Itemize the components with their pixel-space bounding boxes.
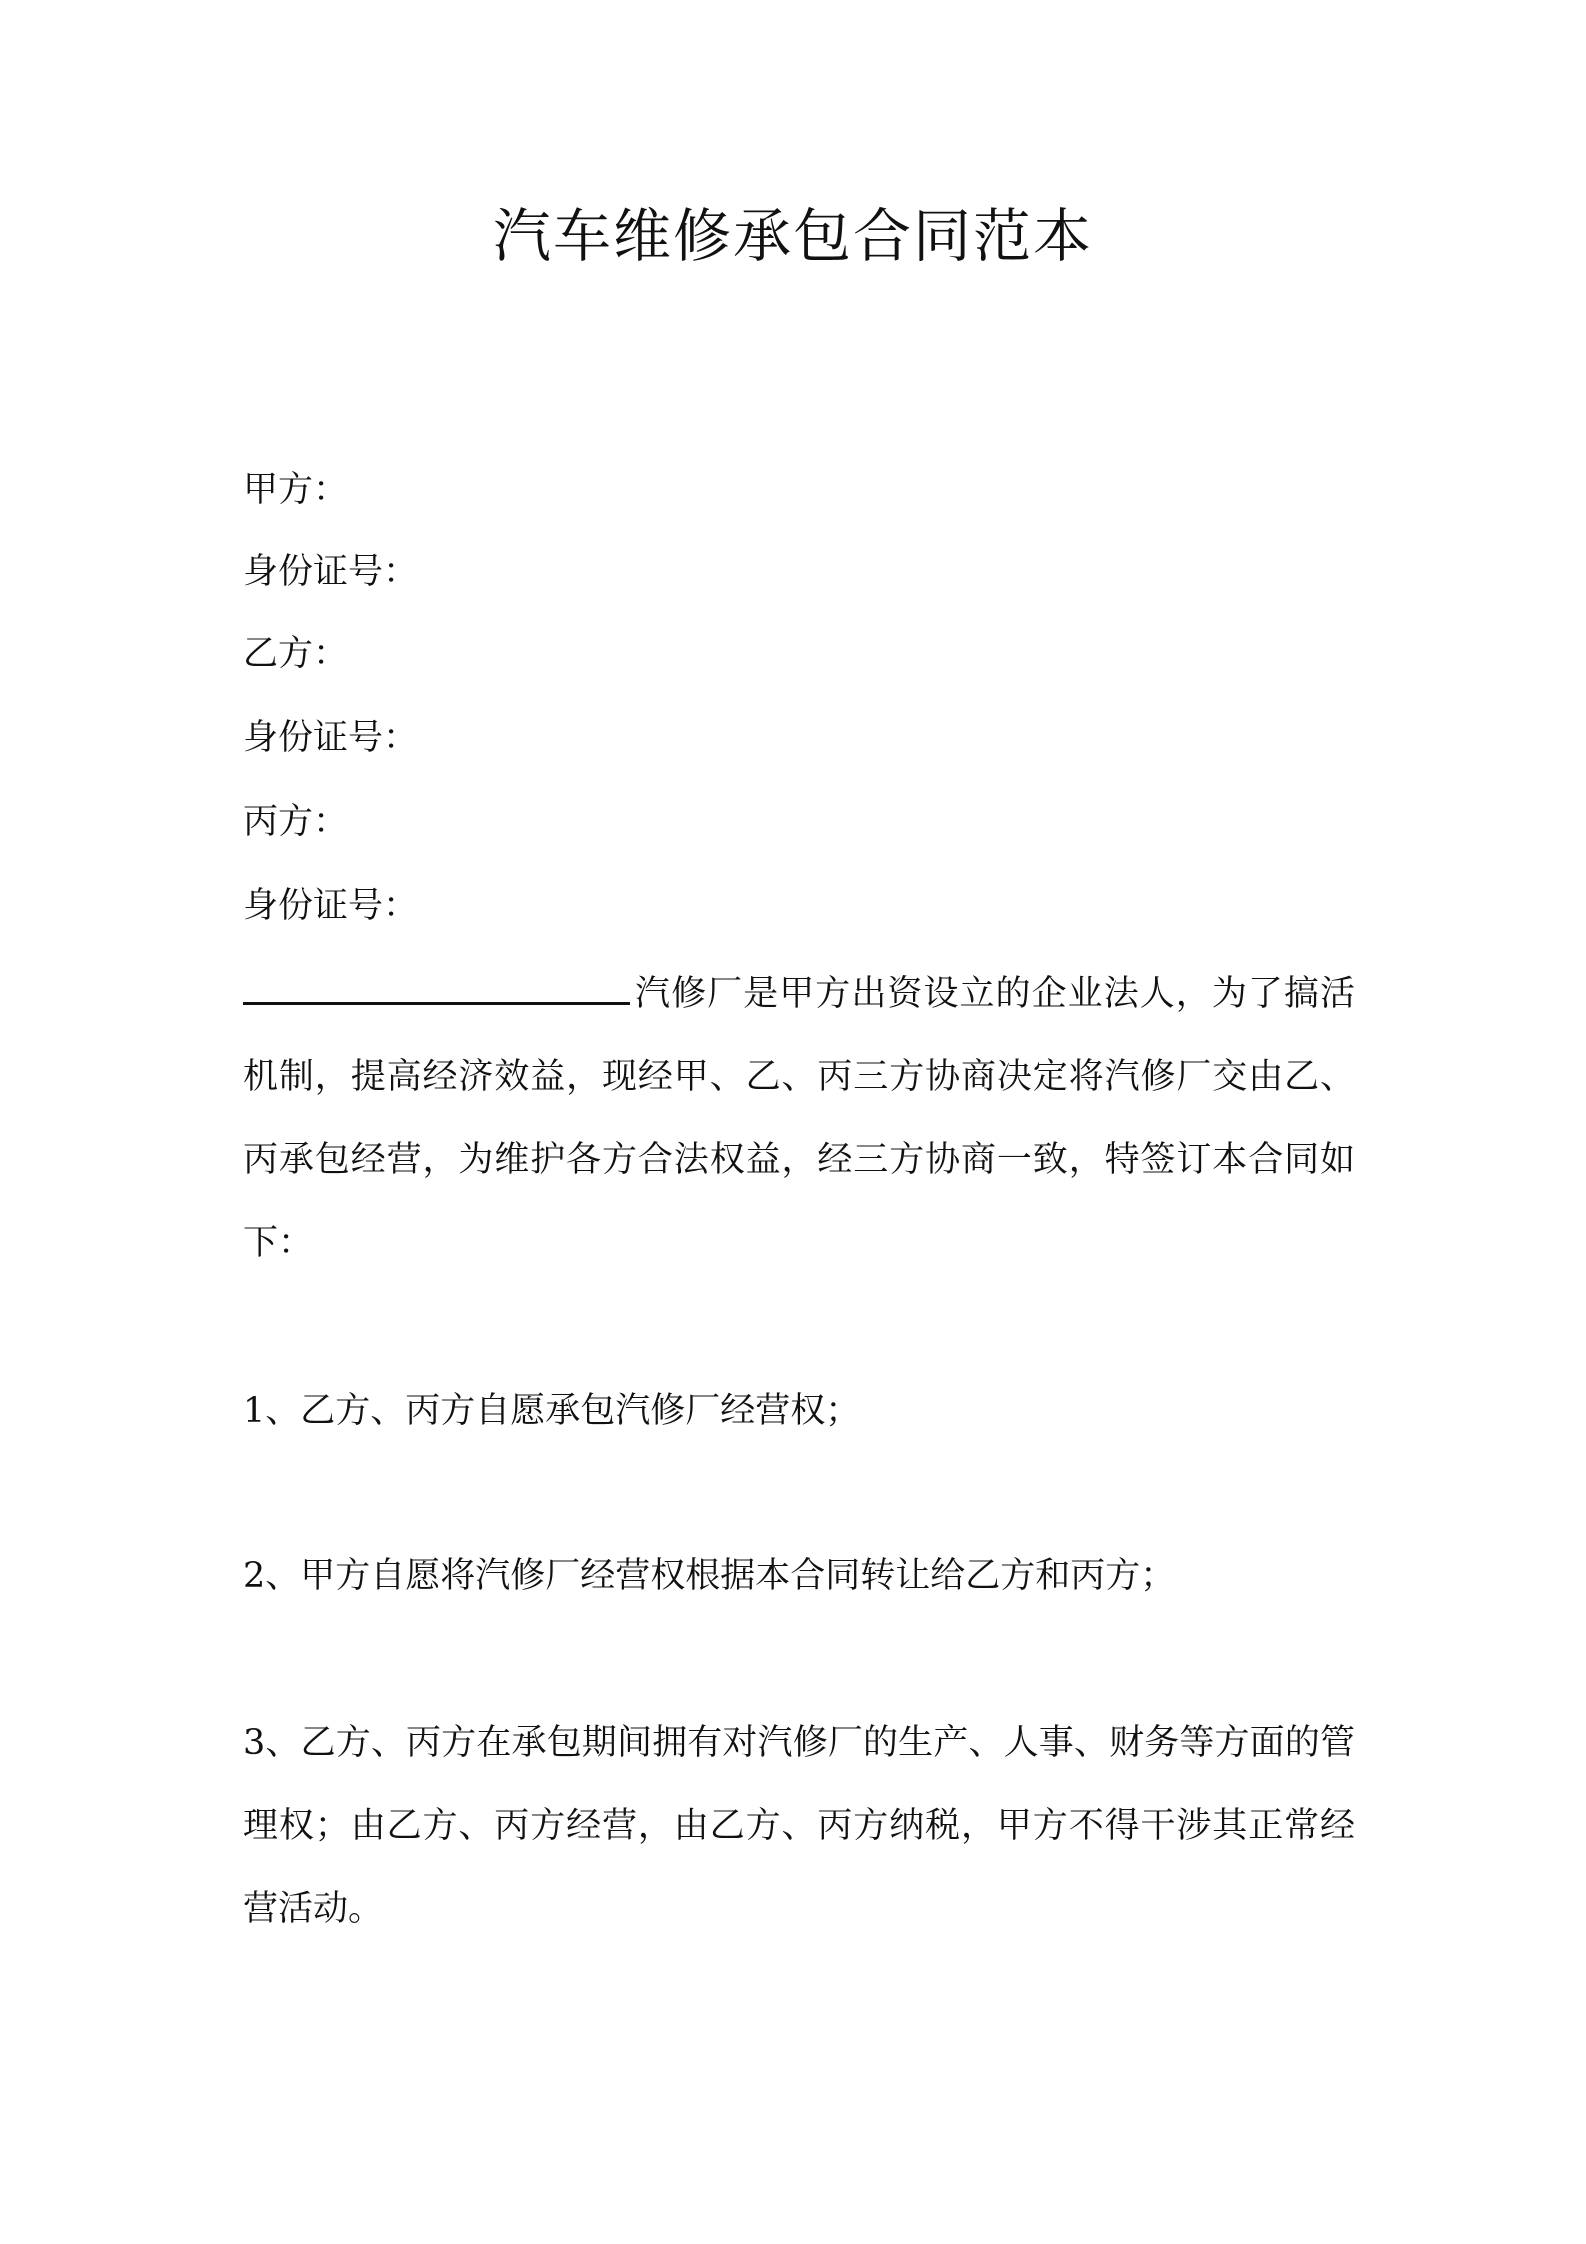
intro-paragraph bbox=[243, 953, 1355, 1285]
party-c-label: 丙方： bbox=[243, 802, 349, 842]
party-a-id-label: 身份证号： bbox=[243, 552, 419, 592]
party-b-label: 乙方： bbox=[243, 634, 349, 674]
clause-2: 2、甲方自愿将汽修厂经营权根据本合同转让给乙方和丙方； bbox=[243, 1556, 1176, 1596]
clause-1: 1、乙方、丙方自愿承包汽修厂经营权； bbox=[243, 1391, 861, 1431]
clause-3: 3、乙方、丙方在承包期间拥有对汽修厂的生产、人事、财务等方面的管理权；由乙方、丙方经营，由乙方、丙方纳税，甲方不得干涉其正常经营活动。 bbox=[243, 1723, 1355, 1929]
fill-in-blank bbox=[243, 968, 630, 1005]
document-title: 汽车维修承包合同范本 bbox=[492, 202, 1093, 270]
intro-text: 汽修厂是甲方出资设立的企业法人，为了搞活机制，提高经济效益，现经甲、乙、丙三方协商决定将汽修厂交由乙、丙承包经营，为维护各方合法权益，经三方协商一致，特签订本合同如下： bbox=[243, 974, 1355, 1263]
party-a-label: 甲方： bbox=[243, 470, 349, 510]
party-b-id-label: 身份证号： bbox=[243, 718, 419, 758]
party-c-id-label: 身份证号： bbox=[243, 886, 419, 926]
